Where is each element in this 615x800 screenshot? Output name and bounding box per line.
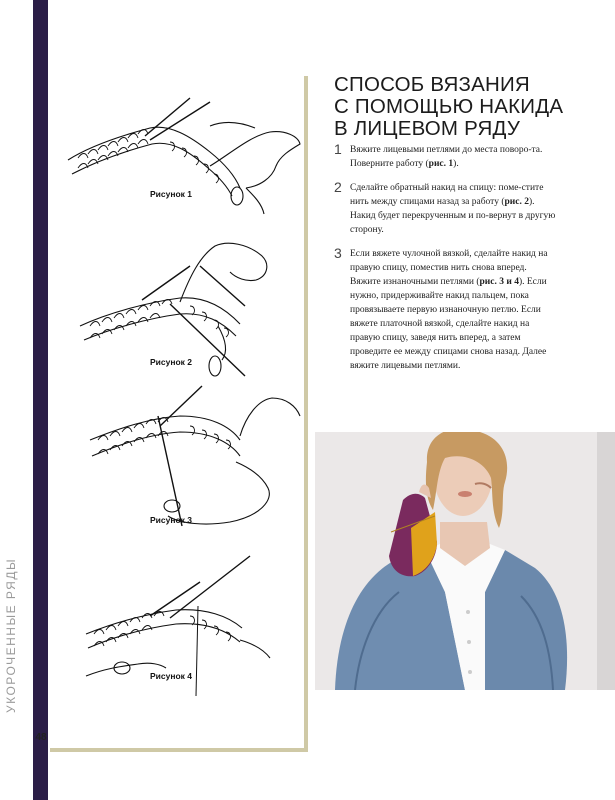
step-text: Если вяжете чулочной вязкой, сделайте накид на правую спицу, поместив нить снова вперед. Вяжите изнаночными петлями ( bbox=[350, 249, 548, 287]
step-text: Сделайте обратный накид на спицу: поме-стите нить между спицами назад за работу ( bbox=[350, 183, 544, 207]
figure-1-caption: Рисунок 1 bbox=[150, 189, 193, 199]
page-number: 48 bbox=[35, 732, 47, 743]
figure-reference: рис. 3 и 4 bbox=[479, 277, 519, 287]
title-line-2: С ПОМОЩЬЮ НАКИДА bbox=[334, 95, 564, 118]
figure-4 bbox=[50, 546, 308, 696]
figure-reference: рис. 2 bbox=[504, 197, 529, 207]
figure-2 bbox=[50, 236, 308, 386]
figure-reference: рис. 1 bbox=[428, 159, 454, 169]
title-line-1: СПОСОБ ВЯЗАНИЯ bbox=[334, 73, 530, 96]
step-text-after: ). bbox=[453, 159, 459, 169]
figure-4-caption: Рисунок 4 bbox=[150, 671, 193, 681]
figure-1 bbox=[50, 96, 308, 216]
instruction-steps bbox=[334, 143, 559, 383]
page-spine-bar bbox=[33, 0, 48, 800]
step-2 bbox=[334, 181, 559, 237]
model-photo-icon bbox=[315, 432, 615, 690]
model-photo bbox=[315, 432, 615, 690]
figure-3 bbox=[50, 376, 308, 536]
figure-2-caption: Рисунок 2 bbox=[150, 357, 193, 367]
figure-3-caption: Рисунок 3 bbox=[150, 515, 193, 525]
step-text-after: ). Если нужно, придерживайте накид пальцем, пока провязываете первую изнаночную петлю. Если вяжете платочной вязкой, сделайте накид на правую спицу, заведя нить вперед, а затем проведите ее между спицами снова назад. Далее вяжите лицевыми петлями. bbox=[350, 277, 547, 371]
step-number: 2 bbox=[334, 179, 342, 195]
step-3 bbox=[334, 247, 559, 373]
step-text-after: ). Накид будет перекрученным и по-вернут в другую сторону. bbox=[350, 197, 556, 235]
step-number: 1 bbox=[334, 141, 342, 157]
title-line-3: В ЛИЦЕВОМ РЯДУ bbox=[334, 117, 521, 140]
knitting-illustration-3-icon bbox=[50, 376, 308, 536]
step-text: Вяжите лицевыми петлями до места поворо-та. Поверните работу ( bbox=[350, 145, 543, 169]
step-number: 3 bbox=[334, 245, 342, 261]
section-label: УКОРОЧЕННЫЕ РЯДЫ bbox=[4, 557, 18, 713]
figure-panel bbox=[50, 76, 308, 752]
page-title bbox=[334, 74, 594, 140]
step-1 bbox=[334, 143, 559, 171]
